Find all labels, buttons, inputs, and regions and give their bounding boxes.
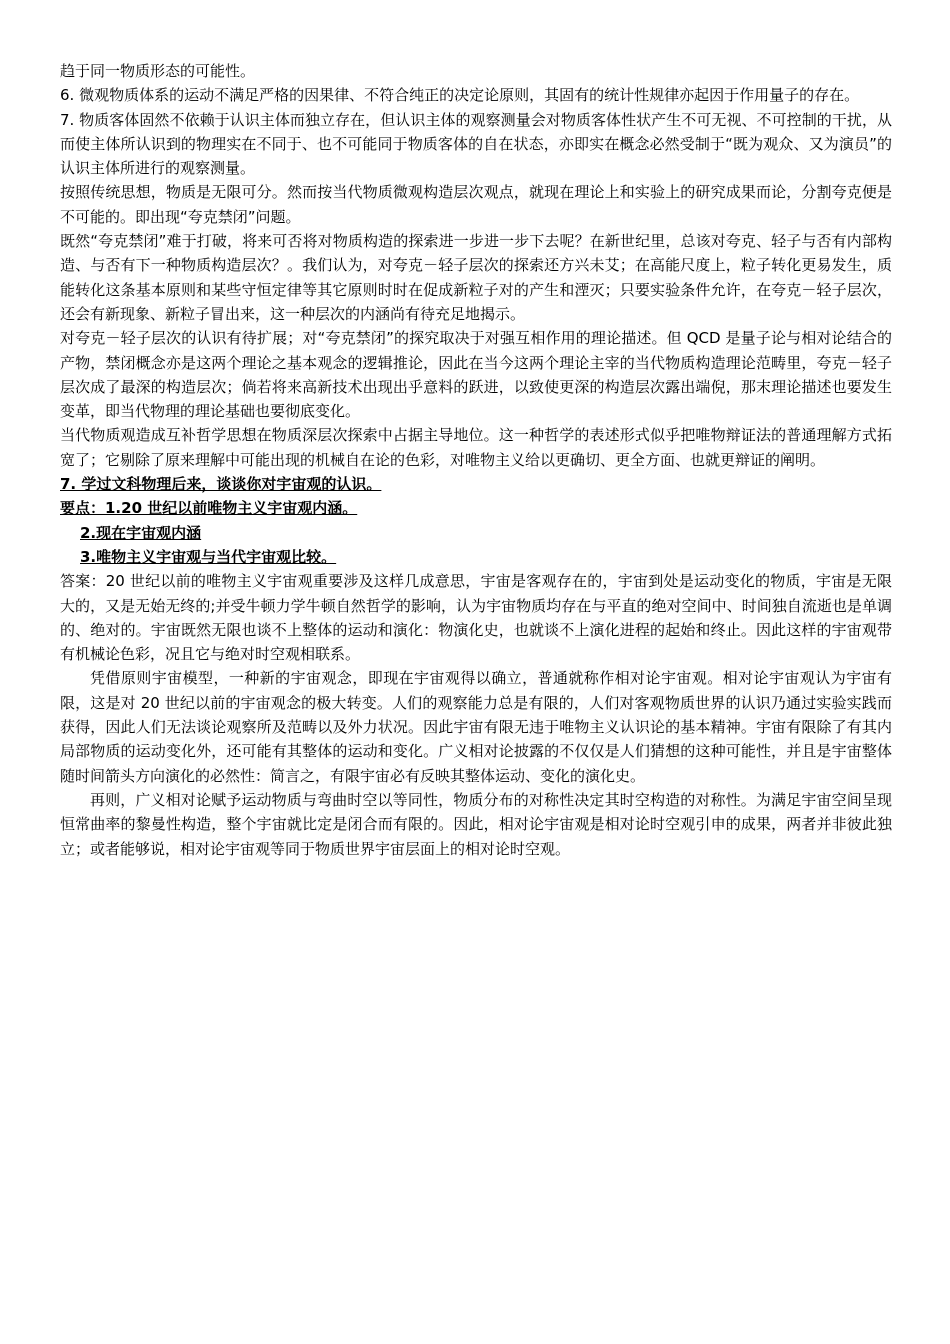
answer-paragraph-1: 答案：20 世纪以前的唯物主义宇宙观重要涉及这样几成意思，宇宙是客观存在的，宇宙到处是运动变化的物质，宇宙是无限大的，又是无始无终的;并受牛顿力学牛顿自然哲学的影响，认为宇宙物质均存在与平直的绝对空间中、时间独自流逝也是单调的、绝对的。宇宙既然无限也谈不上整体的运动和演化：物演化史，也就谈不上演化进程的起始和终止。因此这样的宇宙观带有机械论色彩，况且它与绝对时空观相联系。 (60, 572, 892, 664)
question-point-3: 3.唯物主义宇宙观与当代宇宙观比较。 (80, 547, 337, 566)
question-point-3-row (60, 545, 892, 569)
paragraph-quark-confinement: 既然“夸克禁闭”难于打破，将来可否将对物质构造的探索进一步进一步下去呢？在新世纪里，总该对夸克、轻子与否有内部构造、与否有下一种物质构造层次？。我们认为，对夸克－轻子层次的探索还方兴未艾；在高能尺度上，粒子转化更易发生，质能转化这条基本原则和某些守恒定律等其它原则时时在促成新粒子对的产生和湮灭；只要实验条件允许，在夸克－轻子层次，还会有新现象、新粒子冒出来，这一种层次的内涵尚有待充足地揭示。 (60, 232, 892, 323)
paragraph-continuation: 趋于同一物质形态的可能性。 (60, 62, 256, 80)
question-point-2: 2.现在宇宙观内涵 (80, 523, 202, 542)
paragraph-item-6: 6. 微观物质体系的运动不满足严格的因果律、不符合纯正的决定论原则，其固有的统计性规律亦起因于作用量子的存在。 (60, 86, 860, 105)
answer-paragraph-2: 凭借原则宇宙模型，一种新的宇宙观念，即现在宇宙观得以确立，普通就称作相对论宇宙观。相对论宇宙观认为宇宙有限，这是对 20 世纪以前的宇宙观念的极大转变。人们的观察能力总是有限的，人们对客观物质世界的认识乃通过实验实践而获得，因此人们无法谈论观察所及范畴以及外力状况。因此宇宙有限无违于唯物主义认识论的基本精神。宇宙有限除了有其内局部物质的运动变化外，还可能有其整体的运动和变化。广义相对论披露的不仅仅是人们猜想的这种可能性，并且是宇宙整体随时间箭头方向演化的必然性：简言之，有限宇宙必有反映其整体运动、变化的演化史。 (60, 669, 892, 785)
question-points-label: 要点：1.20 世纪以前唯物主义宇宙观内涵。 (60, 499, 358, 518)
question-point-2-row (60, 521, 892, 545)
paragraph-qcd: 对夸克－轻子层次的认识有待扩展；对“夸克禁闭”的探究取决于对强互相作用的理论描述。但 QCD 是量子论与相对论结合的产物，禁闭概念亦是这两个理论之基本观念的逻辑推论，因此在当今这两个理论主宰的当代物质构造理论范畴里，夸克－轻子层次成了最深的构造层次；倘若将来高新技术出现出乎意料的跃进，以致使更深的构造层次露出端倪，那末理论描述也要发生变革，即当代物理的理论基础也要彻底变化。 (60, 329, 892, 421)
paragraph-infinite-divisibility: 按照传统思想，物质是无限可分。然而按当代物质微观构造层次观点，就现在理论上和实验上的研究成果而论，分割夸克便是不可能的。即出现“夸克禁闭”问题。 (60, 183, 892, 226)
paragraph-complementarity: 当代物质观造成互补哲学思想在物质深层次探索中占据主导地位。这一种哲学的表述形式似乎把唯物辩证法的普通理解方式拓宽了；它剔除了原来理解中可能出现的机械自在论的色彩，对唯物主义给以更确切、更全方面、也就更辩证的阐明。 (60, 426, 892, 469)
question-title: 7. 学过文科物理后来，谈谈你对宇宙观的认识。 (60, 475, 382, 494)
answer-paragraph-3: 再则，广义相对论赋予运动物质与弯曲时空以等同性，物质分布的对称性决定其时空构造的对称性。为满足宇宙空间呈现恒常曲率的黎曼性构造，整个宇宙就比定是闭合而有限的。因此，相对论宇宙观是相对论时空观引申的成果，两者并非彼此独立；或者能够说，相对论宇宙观等同于物质世界宇宙层面上的相对论时空观。 (60, 790, 892, 858)
document-page (60, 59, 892, 861)
paragraph-item-7: 7. 物质客体固然不依赖于认识主体而独立存在，但认识主体的观察测量会对物质客体性状产生不可无视、不可控制的干扰，从而使主体所认识到的物理实在不同于、也不可能同于物质客体的自在状态，亦即实在概念必然受制于“既为观众、又为演员”的认识主体所进行的观察测量。 (60, 110, 892, 178)
